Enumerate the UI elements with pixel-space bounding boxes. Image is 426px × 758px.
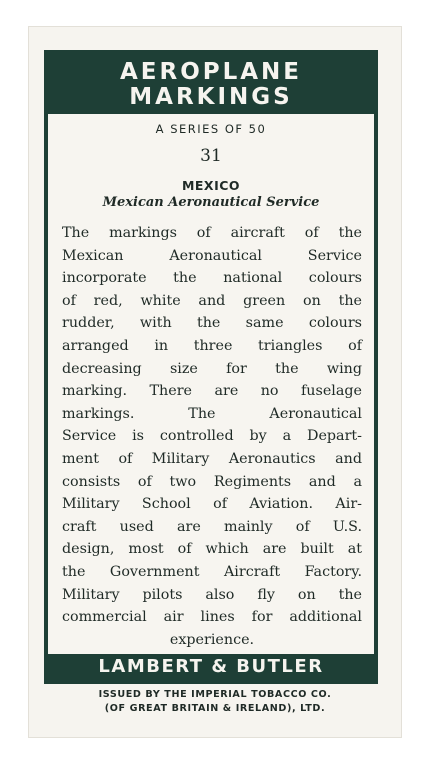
- description-line: decreasing size for the wing: [62, 360, 362, 377]
- series-label: A SERIES OF 50: [155, 122, 267, 136]
- card-number: 31: [200, 146, 222, 166]
- title-line-1: AEROPLANE: [119, 59, 303, 85]
- description-line: rudder, with the same colours: [62, 315, 362, 332]
- description-line: the Government Aircraft Factory.: [62, 563, 362, 580]
- brand-name: LAMBERT & BUTLER: [98, 656, 324, 677]
- issuer-line-2: (OF GREAT BRITAIN & IRELAND), LTD.: [104, 703, 326, 714]
- issuer-line-1: ISSUED BY THE IMPERIAL TOBACCO CO.: [98, 689, 332, 700]
- description-line: The markings of aircraft of the: [62, 225, 362, 241]
- description-line: consists of two Regiments and a: [62, 473, 362, 490]
- description-line: markings. The Aeronautical: [62, 405, 362, 422]
- service-subheading: Mexican Aeronautical Service: [102, 195, 320, 210]
- description-line: Service is controlled by a Depart-: [62, 428, 362, 445]
- title-line-2: MARKINGS: [129, 84, 293, 110]
- issuer-note: [29, 688, 401, 716]
- description-line: Mexican Aeronautical Service: [62, 247, 362, 264]
- title-band: [48, 54, 374, 114]
- description-line: arranged in three triangles of: [62, 337, 362, 354]
- card-frame: [44, 50, 378, 684]
- description-line: commercial air lines for additional: [62, 609, 362, 626]
- description-line: experience.: [169, 631, 255, 648]
- description-line: ment of Military Aeronautics and: [62, 450, 362, 467]
- description-line: Military pilots also fly on the: [62, 586, 362, 603]
- description-line: marking. There are no fuselage: [62, 383, 362, 400]
- description-line: craft used are mainly of U.S.: [62, 518, 362, 535]
- description-line: design, most of which are built at: [62, 541, 362, 558]
- country-heading: MEXICO: [181, 178, 241, 193]
- description-line: of red, white and green on the: [62, 292, 362, 309]
- description-text: [62, 222, 362, 651]
- description-line: incorporate the national colours: [62, 270, 362, 287]
- description-line: Military School of Aviation. Air-: [62, 496, 362, 513]
- brand-band: [48, 654, 374, 680]
